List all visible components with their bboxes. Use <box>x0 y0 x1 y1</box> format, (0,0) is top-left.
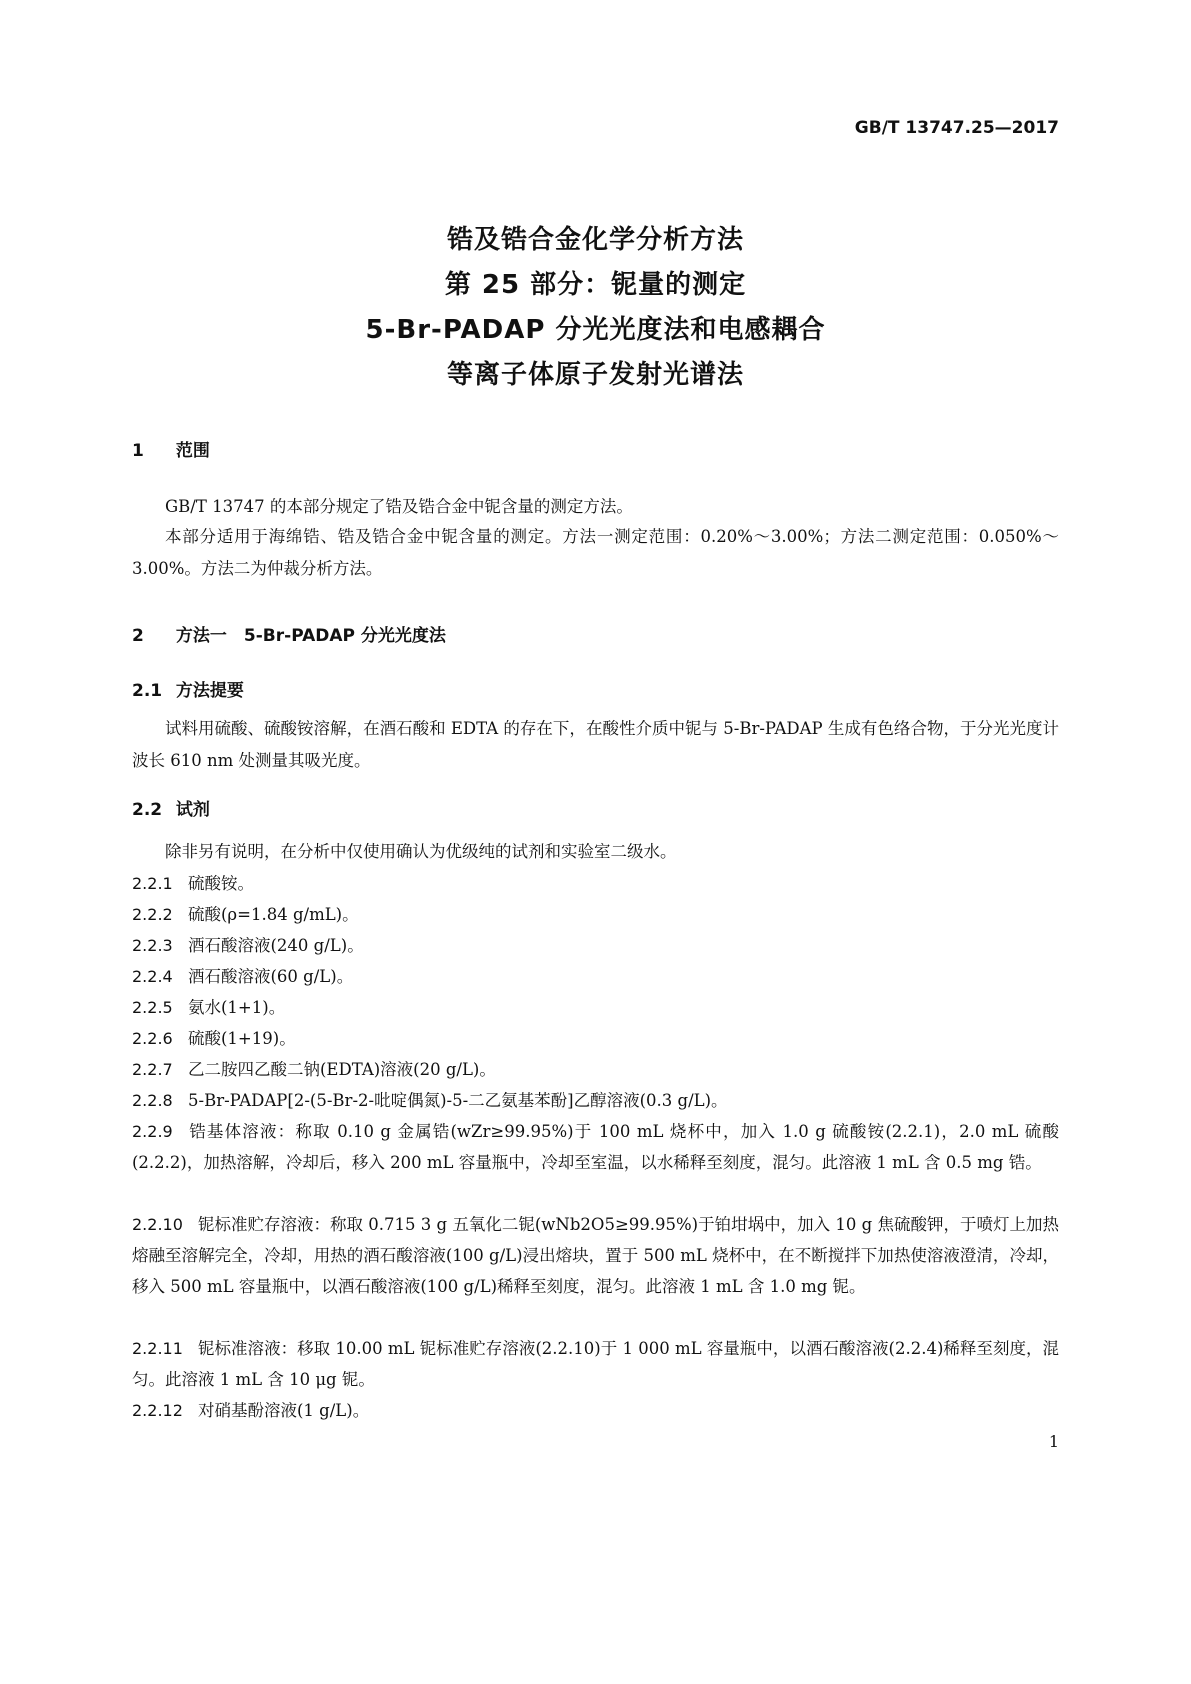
list-item <box>132 992 1059 1023</box>
section-1-heading <box>132 436 210 461</box>
item-text: 硫酸(ρ=1.84 g/mL)。 <box>188 905 359 924</box>
list-item <box>132 899 1059 930</box>
section-2-1-heading <box>132 676 244 701</box>
section-number: 2.1 <box>132 681 163 701</box>
section-number: 2.2 <box>132 800 163 820</box>
title-line-4: 等离子体原子发射光谱法 <box>446 360 744 390</box>
list-item <box>132 1209 1059 1302</box>
item-text: 酒石酸溶液(60 g/L)。 <box>188 967 354 986</box>
item-number: 2.2.2 <box>132 905 173 924</box>
item-number: 2.2.3 <box>132 936 173 955</box>
section-2-2-heading <box>132 795 210 820</box>
item-number: 2.2.12 <box>132 1401 183 1420</box>
item-number: 2.2.4 <box>132 967 173 986</box>
list-item <box>132 1054 1059 1085</box>
item-text: 氨水(1+1)。 <box>188 998 286 1017</box>
item-number: 2.2.5 <box>132 998 173 1017</box>
list-item <box>132 1395 1059 1426</box>
paragraph: GB/T 13747 的本部分规定了锆及锆合金中铌含量的测定方法。 <box>165 497 633 516</box>
item-text: 硫酸(1+19)。 <box>188 1029 296 1048</box>
item-text: 乙二胺四乙酸二钠(EDTA)溶液(20 g/L)。 <box>188 1060 496 1079</box>
document-number: GB/T 13747.25—2017 <box>854 118 1059 138</box>
item-number: 2.2.10 <box>132 1215 183 1234</box>
list-item <box>132 1333 1059 1395</box>
item-text: 硫酸铵。 <box>188 874 254 893</box>
section-title: 试剂 <box>175 800 210 820</box>
item-text: 5-Br-PADAP[2-(5-Br-2-吡啶偶氮)-5-二乙氨基苯酚]乙醇溶液(0.3 g/L)。 <box>188 1091 728 1110</box>
title-line-2: 第 25 部分：铌量的测定 <box>444 270 747 300</box>
section-number: 2 <box>132 626 144 646</box>
paragraph: 除非另有说明，在分析中仅使用确认为优级纯的试剂和实验室二级水。 <box>165 842 677 861</box>
document-title <box>0 218 1191 398</box>
list-item <box>132 1023 1059 1054</box>
section-title: 方法一 5-Br-PADAP 分光光度法 <box>175 626 446 646</box>
section-2-heading <box>132 621 446 646</box>
section-title: 方法提要 <box>175 681 244 701</box>
title-line-3: 5-Br-PADAP 分光光度法和电感耦合 <box>365 315 826 345</box>
item-text: 铌标准溶液：移取 10.00 mL 铌标准贮存溶液(2.2.10)于 1 000 mL 容量瓶中，以酒石酸溶液(2.2.4)稀释至刻度，混匀。此溶液 1 mL 含 10 μg 铌。 <box>132 1339 1059 1389</box>
page-number: 1 <box>1048 1432 1059 1451</box>
item-number: 2.2.6 <box>132 1029 173 1048</box>
item-text: 酒石酸溶液(240 g/L)。 <box>188 936 364 955</box>
item-number: 2.2.7 <box>132 1060 173 1079</box>
item-number: 2.2.9 <box>132 1122 173 1141</box>
item-text: 对硝基酚溶液(1 g/L)。 <box>198 1401 370 1420</box>
paragraph: 本部分适用于海绵锆、锆及锆合金中铌含量的测定。方法一测定范围：0.20%～3.00%；方法二测定范围：0.050%～3.00%。方法二为仲裁分析方法。 <box>132 527 1059 578</box>
item-text: 锆基体溶液：称取 0.10 g 金属锆(wZr≥99.95%)于 100 mL 烧杯中，加入 1.0 g 硫酸铵(2.2.1)，2.0 mL 硫酸(2.2.2)，加热溶解，冷却后，移入 200 mL 容量瓶中，冷却至室温，以水稀释至刻度，混匀。此溶液 1 mL 含 0.5 mg 锆。 <box>132 1122 1059 1172</box>
list-item <box>132 961 1059 992</box>
title-line-1: 锆及锆合金化学分析方法 <box>446 225 744 255</box>
item-number: 2.2.11 <box>132 1339 183 1358</box>
item-number: 2.2.8 <box>132 1091 173 1110</box>
section-number: 1 <box>132 441 144 461</box>
list-item <box>132 1085 1059 1116</box>
list-item <box>132 930 1059 961</box>
item-text: 铌标准贮存溶液：称取 0.715 3 g 五氧化二铌(wNb2O5≥99.95%)于铂坩埚中，加入 10 g 焦硫酸钾，于喷灯上加热熔融至溶解完全，冷却，用热的酒石酸溶液(100 g/L)浸出熔块，置于 500 mL 烧杯中，在不断搅拌下加热使溶液澄清，冷却，移入 500 mL 容量瓶中，以酒石酸溶液(100 g/L)稀释至刻度，混匀。此溶液 1 mL 含 1.0 mg 铌。 <box>132 1215 1059 1296</box>
section-title: 范围 <box>175 441 210 461</box>
item-number: 2.2.1 <box>132 874 173 893</box>
list-item <box>132 1116 1059 1178</box>
paragraph: 试料用硫酸、硫酸铵溶解，在酒石酸和 EDTA 的存在下，在酸性介质中铌与 5-Br-PADAP 生成有色络合物，于分光光度计波长 610 nm 处测量其吸光度。 <box>132 719 1059 770</box>
list-item <box>132 868 1059 899</box>
